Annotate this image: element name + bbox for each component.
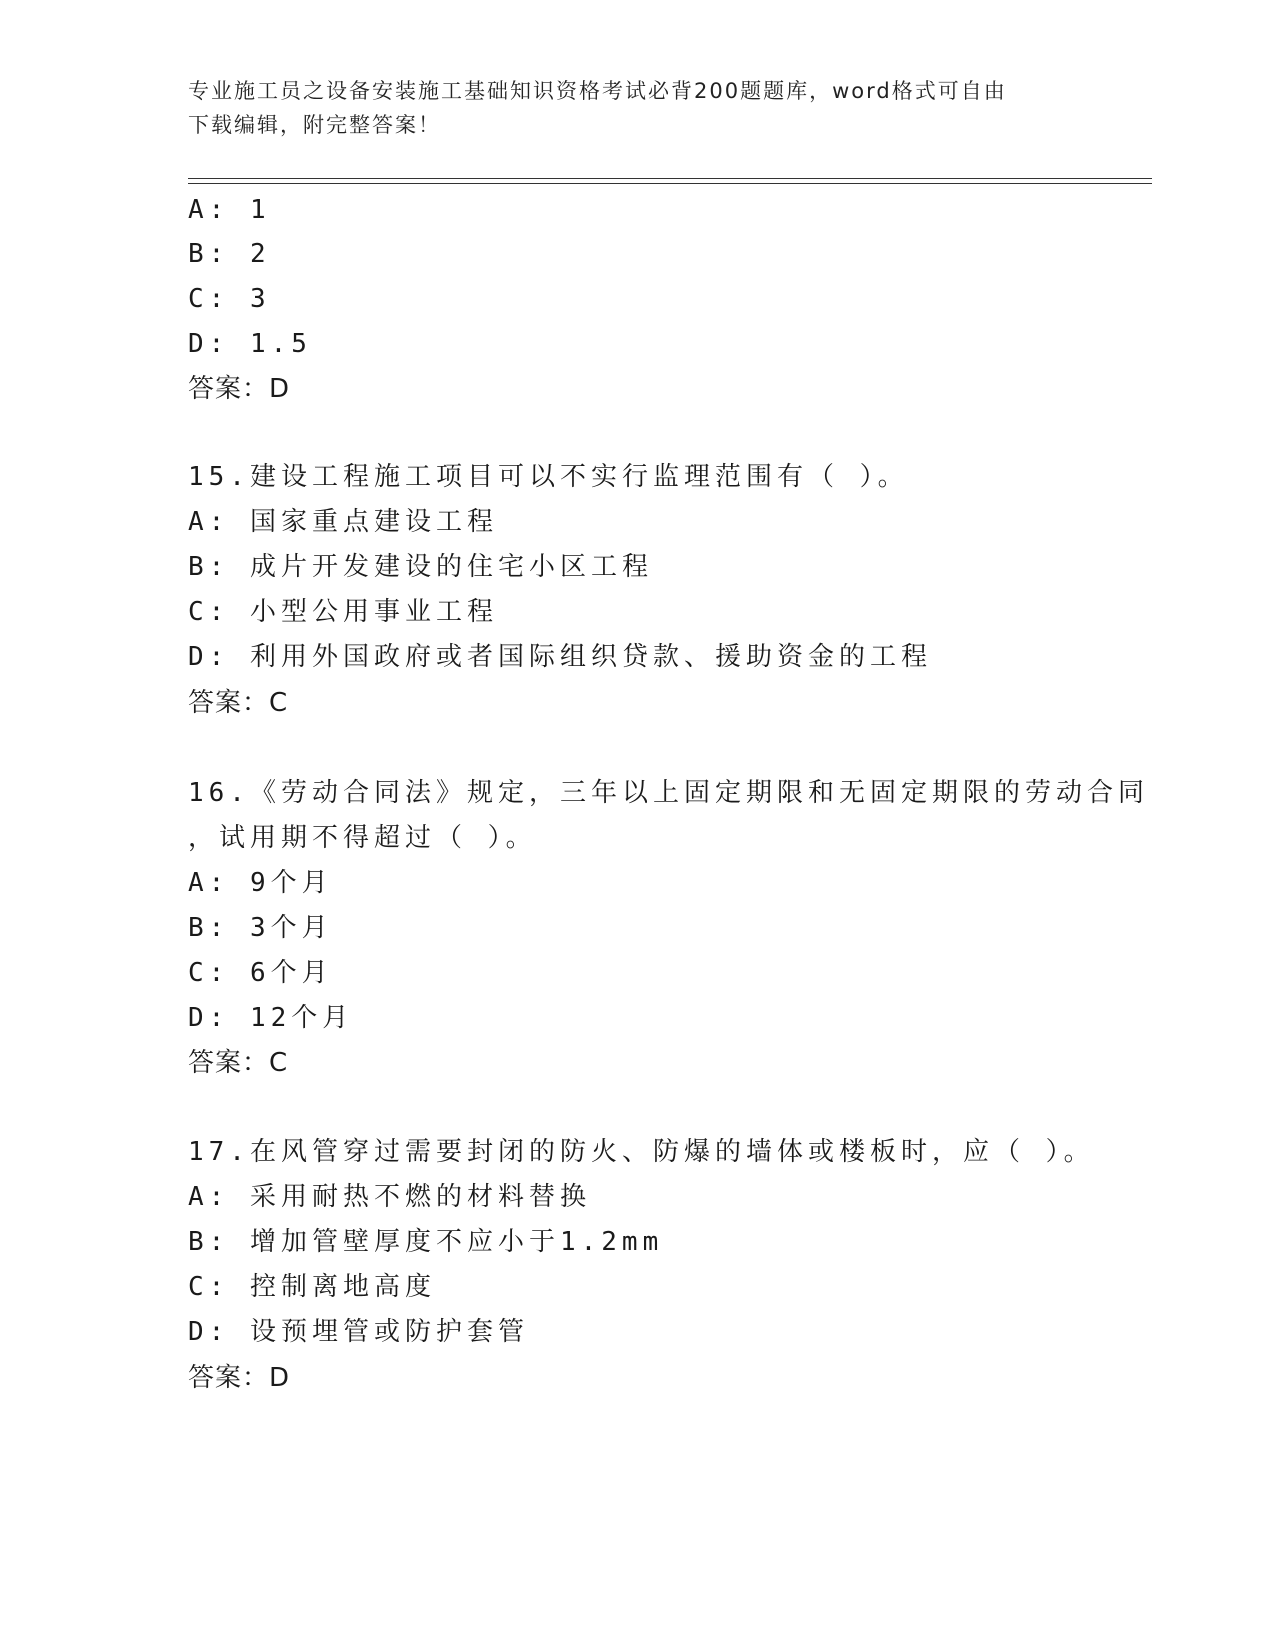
q17-option-d: D: 设预埋管或防护套管 xyxy=(188,1317,529,1347)
q14-option-b: B: 2 xyxy=(188,239,271,269)
q16-option-d: D: 12个月 xyxy=(188,1003,354,1033)
q16-answer: 答案：C xyxy=(188,1048,289,1078)
header-divider-bottom xyxy=(188,183,1152,184)
q16-option-c: C: 6个月 xyxy=(188,958,333,988)
q15-option-d: D: 利用外国政府或者国际组织贷款、援助资金的工程 xyxy=(188,642,932,672)
q17-option-b: B: 增加管壁厚度不应小于1.2mm xyxy=(188,1227,664,1257)
q14-answer: 答案：D xyxy=(188,374,291,404)
q16-stem-line-2: ，试用期不得超过（ ）。 xyxy=(188,823,537,853)
q15-option-c: C: 小型公用事业工程 xyxy=(188,597,498,627)
q14-option-c: C: 3 xyxy=(188,284,271,314)
header-line-1: 专业施工员之设备安装施工基础知识资格考试必背200题题库，word格式可自由 xyxy=(188,79,1007,103)
q16-stem-line-1: 16.《劳动合同法》规定，三年以上固定期限和无固定期限的劳动合同 xyxy=(188,778,1149,808)
q15-stem: 15.建设工程施工项目可以不实行监理范围有（ ）。 xyxy=(188,462,909,492)
q17-stem: 17.在风管穿过需要封闭的防火、防爆的墙体或楼板时，应（ ）。 xyxy=(188,1137,1095,1167)
q15-option-b: B: 成片开发建设的住宅小区工程 xyxy=(188,552,653,582)
document-header xyxy=(188,74,1068,142)
q17-option-c: C: 控制离地高度 xyxy=(188,1272,436,1302)
q16-option-b: B: 3个月 xyxy=(188,913,333,943)
q17-answer: 答案：D xyxy=(188,1363,291,1393)
q15-option-a: A: 国家重点建设工程 xyxy=(188,507,498,537)
q16-option-a: A: 9个月 xyxy=(188,868,333,898)
q14-option-d: D: 1.5 xyxy=(188,329,312,359)
header-divider-top xyxy=(188,178,1152,179)
q15-answer: 答案：C xyxy=(188,688,289,718)
header-line-2: 下载编辑，附完整答案！ xyxy=(188,113,441,137)
q14-option-a: A: 1 xyxy=(188,195,271,225)
q17-option-a: A: 采用耐热不燃的材料替换 xyxy=(188,1182,591,1212)
